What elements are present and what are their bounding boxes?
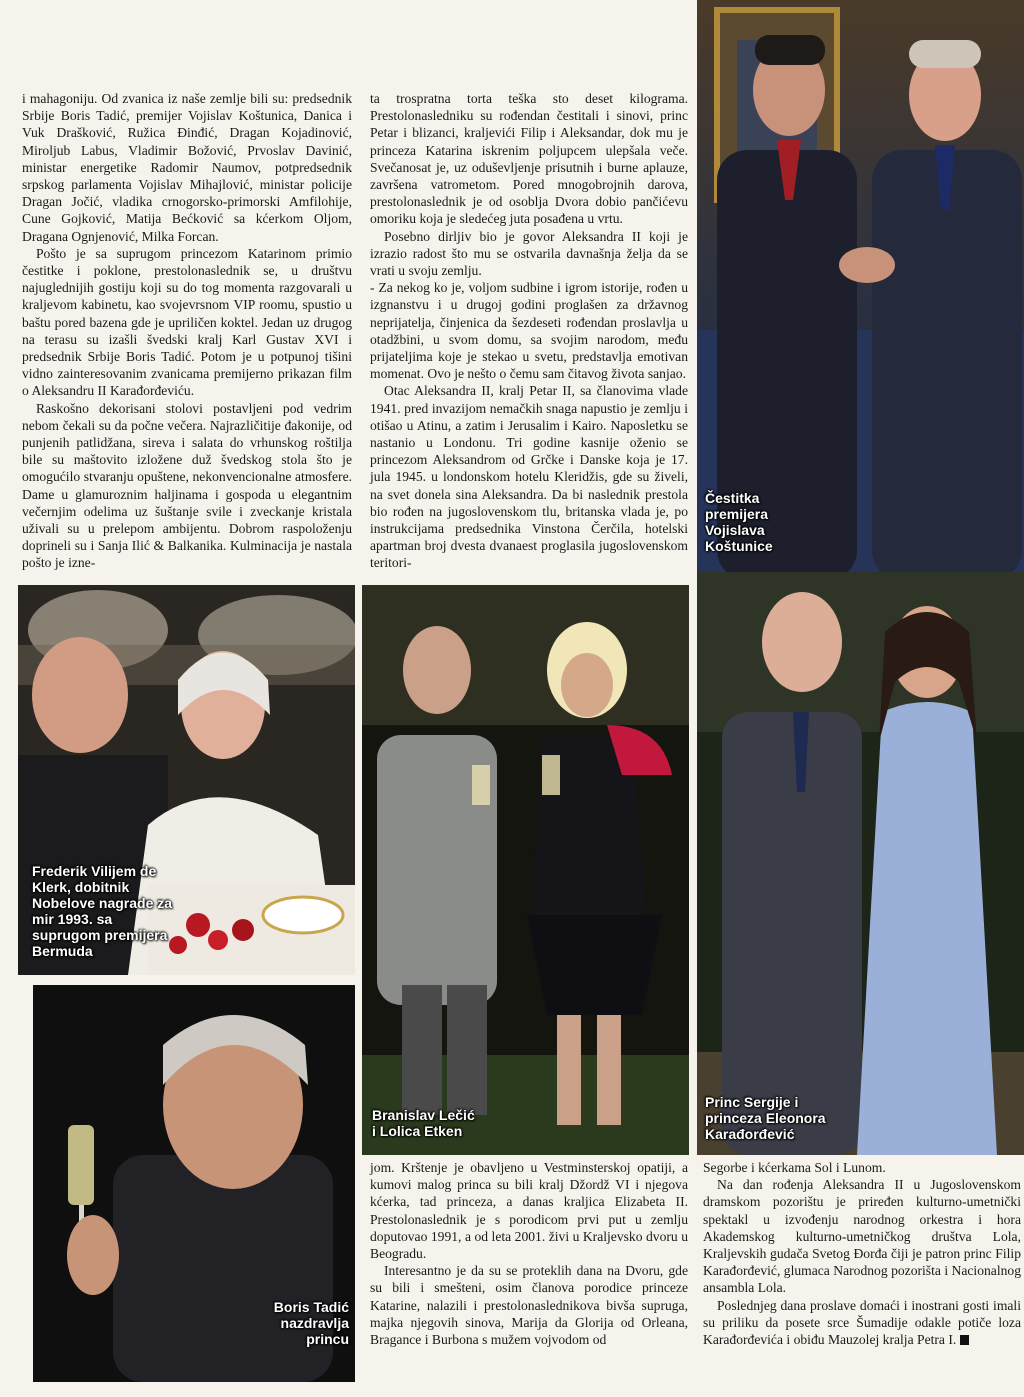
- caption-lecic: Branislav Lečić i Lolica Etken: [372, 1107, 475, 1139]
- caption-tadic: Boris Tadić nazdravlja princu: [273, 1299, 349, 1347]
- paragraph: jom. Krštenje je obavljeno u Vestminsterskoj opatiji, a kumovi malog princa su bili kralj Džordž VI i njegova kćerka, tad princeza, a danas kraljica Elizabeta II. Prestolonaslednik je s porodicom prvi put u zemlju doputovao 1991, a od leta 2001. živi u Kraljevsko dvoru u Beogradu.: [370, 1160, 688, 1262]
- photo-sergije: [697, 572, 1024, 1155]
- text-column-left: [22, 90, 352, 572]
- caption-sergije: Princ Sergije i princeza Eleonora Karađorđević: [705, 1094, 826, 1142]
- paragraph: i mahagoniju. Od zvanica iz naše zemlje bili su: predsednik Srbije Boris Tadić, premijer Vojislav Koštunica, Danica i Vuk Drašković, Ružica Đinđić, Dragan Kojadinović, Miroljub Labus, Vladimir Božović, Prvoslav Davinić, ministar energetike Radomir Naumov, potpredsednik srpskog parlamenta Vojislav Mihajlović, ministar policije Dragan Jočić, vladika crnogorsko-primorski Amfilohije, Cune Gojković, Matija Bećković sa kćerkom Oljom, Dragana Ognjenović, Milka Forcan.: [22, 91, 352, 244]
- photo-lecic: [362, 585, 689, 1155]
- paragraph: Posebno dirljiv bio je govor Aleksandra II koji je izrazio radost što mu se ostvarila davnašnja želja da se vrati u svoju zemlju.: [370, 228, 688, 279]
- end-of-article-icon: [960, 1335, 969, 1345]
- caption-de-klerk: Frederik Vilijem de Klerk, dobitnik Nobelove nagrade za mir 1993. sa suprugom premijera Bermuda: [32, 863, 173, 959]
- paragraph-text: Poslednjeg dana proslave domaći i inostrani gosti imali su priliku da posete srce Šumadije odakle potiče loza Karađorđevića i obiđu Mauzolej kralja Petra I.: [703, 1297, 1021, 1348]
- photo-tadic: [33, 985, 355, 1382]
- paragraph: Na dan rođenja Aleksandra II u Jugoslovenskom dramskom pozorištu je priređen kulturno-umetnički spektakl u izvođenju narodnog orkestra i hora Akademskog kulturno-umetničkog društva Lola, Kraljevskih gudača Svetog Đorđa čiji je patron princ Filip Karađorđević, glumaca Narodnog pozorišta i Nacionalnog ansambla Lola.: [703, 1177, 1021, 1296]
- photo-lecic-image: [362, 585, 689, 1155]
- caption-premier: Čestitka premijera Vojislava Koštunice: [705, 490, 773, 554]
- text-column-bottom-middle: [370, 1159, 688, 1348]
- paragraph: ta trospratna torta teška sto deset kilograma. Prestolonasledniku su rođendan čestitali i sinovi, princ Petar i blizanci, kraljevići Filip i Aleksandar, dok mu je princeza Katarina iskrenim poljupcem ulepšala veče. Svečanosat je, uz oduševljenje prisutnih i burne aplauze, završena vatrometom. Pored mnogobrojnih darova, prestolonaslednik je od osoblja Dvora dobio pančićevu omoriku koja je sledećeg juta posađena u vrtu.: [370, 91, 688, 227]
- text-column-middle: [370, 90, 688, 572]
- paragraph: - Za nekog ko je, voljom sudbine i igrom istorije, rođen u izgnanstvu i u drugoj godini proglašen za državnog neprijatelja, činjenica da šezdeseti rođendan proslavlja u otadžbini, u svom domu, sa svojim narodom, među prijateljima koje je stekao u svetu, predstavlja emotivan momenat. Ovo je nešto o čemu sam čitavog života sanjao.: [370, 280, 688, 382]
- photo-handshake: [697, 0, 1024, 580]
- photo-de-klerk: [18, 585, 355, 975]
- photo-sergije-image: [697, 572, 1024, 1155]
- paragraph: Interesantno je da su se proteklih dana na Dvoru, gde su bili i smešteni, osim članova porodice princeze Katarine, nalazili i prestolonaslednikova bivša supruga, majka njegovih sinova, Marija da Glorija od Orleana, Bragance i Burbona s mužem vojvodom od: [370, 1263, 688, 1348]
- paragraph: Raskošno dekorisani stolovi postavljeni pod vedrim nebom čekali su da počne večera. Najrazličitije đakonije, od punjenih patlidžana, sireva i salata do vrhunskog roštilja bile su maštovito izložene duž švedskog stola što je omogućilo stvaranju opuštene, nekonvencionalne atmosfere. Dame u glamuroznim haljinama i gospoda u elegantnim večernjim odelima uz šuštanje svile i zveckanje kristala uživali su u prelepom ambijentu. Dobrom raspoloženju doprineli su i Sanja Ilić & Balkanika. Kulminacija je nastala pošto je izne-: [22, 400, 352, 571]
- paragraph: Otac Aleksandra II, kralj Petar II, sa članovima vlade 1941. pred invazijom nemačkih snaga napustio je zemlju i otišao u Atinu, a zatim i Jerusalim i Kairo. Naposletku se nastanio u Londonu. Tri godine kasnije oženio se princezom Aleksandrom od Grčke i Danske koja je 17. jula 1945. u londonskom hotelu Kleridžis, gde su živeli, na svet donela sina Aleksandra. Da bi naslednik prestola bio rođen na jugoslovenskom tlu, britanska vlada je, po instrukcijama predsednika Vinstona Čerčila, hotelski apartman broj dvesta dvanaest proglasila jugoslovenskom teritori-: [370, 383, 688, 571]
- paragraph: Pošto je sa suprugom princezom Katarinom primio čestitke i poklone, prestolonaslednik se, u društvu najuglednijih gostiju koji su do tog momenta razgovarali u kraljevom kabinetu, kao svojevrsnom VIP roomu, spustio u baštu pored bazena gde je upriličen koktel. Jedan uz drugog na terasu su izašli švedski kralj Karl Gustav XVI i predsednik Srbije Boris Tadić. Potom je u potpunoj tišini vidno zainteresovanim zvanicama premijerno prikazan film o Aleksandru II Karađorđeviću.: [22, 245, 352, 399]
- paragraph: [703, 1297, 1021, 1349]
- paragraph: Segorbe i kćerkama Sol i Lunom.: [703, 1160, 886, 1175]
- text-column-bottom-right: [703, 1159, 1021, 1348]
